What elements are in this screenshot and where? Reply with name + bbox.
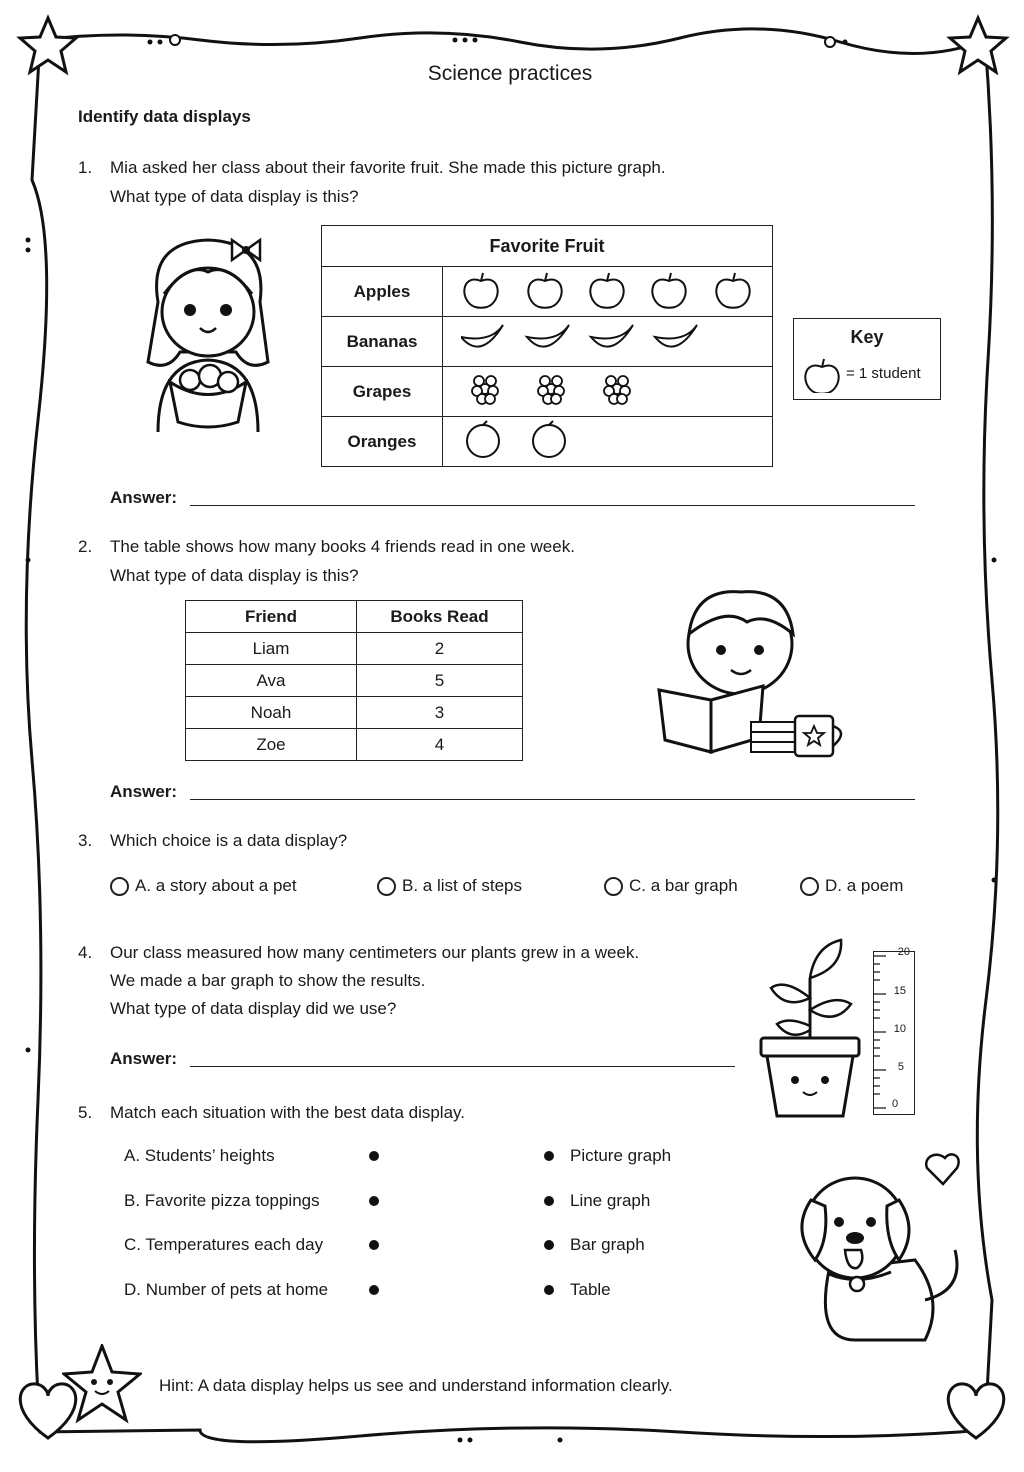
banana-icon <box>461 319 761 359</box>
dog-illustration <box>795 1150 970 1346</box>
table-cell: 2 <box>357 633 523 665</box>
table-cell: Noah <box>186 697 357 729</box>
hint-text: Hint: A data display helps us see and understand information clearly. <box>159 1376 673 1395</box>
option-label: D. a poem <box>825 876 904 895</box>
heart-icon <box>948 1384 1004 1438</box>
apple-icon <box>461 269 761 309</box>
match-right-item: Line graph <box>570 1191 651 1210</box>
match-left-dot[interactable] <box>369 1240 379 1250</box>
ruler-tick: 0 <box>892 1098 899 1110</box>
table-row <box>186 697 523 729</box>
question-text: Our class measured how many centimeters our plants grew in a week. <box>110 943 640 962</box>
table-cell: 4 <box>357 729 523 761</box>
answer-line-4[interactable] <box>190 1066 735 1067</box>
row-icons <box>443 267 773 317</box>
table-row <box>186 665 523 697</box>
match-left-item: B. Favorite pizza toppings <box>124 1191 320 1210</box>
graph-row <box>322 267 773 317</box>
table-cell: 5 <box>357 665 523 697</box>
question-number: 2. <box>78 537 93 556</box>
smiling-star-icon <box>62 1344 142 1424</box>
answer-line-1[interactable] <box>190 505 915 506</box>
match-left-item: D. Number of pets at home <box>124 1280 329 1299</box>
graph-row <box>322 367 773 417</box>
question-text: We made a bar graph to show the results. <box>110 971 426 990</box>
ruler-tick: 15 <box>893 985 906 997</box>
table-cell: Liam <box>186 633 357 665</box>
match-left-item: C. Temperatures each day <box>124 1235 324 1254</box>
boy-reading-illustration <box>655 582 855 764</box>
answer-label: Answer: <box>110 782 178 801</box>
ruler <box>873 946 915 1115</box>
match-right-item: Bar graph <box>570 1235 645 1254</box>
ruler-tick: 10 <box>893 1023 906 1035</box>
match-right-dot[interactable] <box>544 1285 554 1295</box>
row-label: Grapes <box>322 367 443 417</box>
grapes-icon <box>461 369 761 409</box>
radio-button[interactable] <box>604 877 623 896</box>
question-number: 3. <box>78 831 93 850</box>
question-text: Match each situation with the best data display. <box>110 1103 465 1122</box>
table-cell: Ava <box>186 665 357 697</box>
table-cell: Zoe <box>186 729 357 761</box>
option-label: B. a list of steps <box>402 876 522 895</box>
match-right-dot[interactable] <box>544 1196 554 1206</box>
match-left-dot[interactable] <box>369 1151 379 1161</box>
match-right-dot[interactable] <box>544 1240 554 1250</box>
row-label: Apples <box>322 267 443 317</box>
ruler-ticks <box>874 952 888 1114</box>
graph-row <box>322 417 773 467</box>
match-left-dot[interactable] <box>369 1285 379 1295</box>
apple-icon <box>804 357 840 393</box>
section-heading: Identify data displays <box>78 107 251 126</box>
match-right-item: Picture graph <box>570 1146 672 1165</box>
question-text: What type of data display is this? <box>110 566 359 585</box>
ruler-tick: 20 <box>897 946 910 958</box>
question-text: What type of data display did we use? <box>110 999 397 1018</box>
graph-key <box>793 318 941 400</box>
heart-icon <box>926 1154 958 1184</box>
girl-illustration <box>128 232 288 442</box>
option-b[interactable] <box>377 872 522 900</box>
question-text: What type of data display is this? <box>110 187 359 206</box>
table-header: Friend <box>186 601 357 633</box>
option-c[interactable] <box>604 872 738 900</box>
answer-line-2[interactable] <box>190 799 915 800</box>
answer-label: Answer: <box>110 488 178 507</box>
key-title: Key <box>850 327 884 347</box>
question-number: 5. <box>78 1103 93 1122</box>
question-text: The table shows how many books 4 friends read in one week. <box>110 537 575 556</box>
match-right-dot[interactable] <box>544 1151 554 1161</box>
ruler-tick: 5 <box>897 1061 904 1073</box>
picture-graph <box>321 225 773 467</box>
table-header: Books Read <box>357 601 523 633</box>
option-label: C. a bar graph <box>629 876 738 895</box>
question-number: 4. <box>78 943 93 962</box>
row-label: Oranges <box>322 417 443 467</box>
question-text: Which choice is a data display? <box>110 831 348 850</box>
table-cell: 3 <box>357 697 523 729</box>
radio-button[interactable] <box>800 877 819 896</box>
option-a[interactable] <box>110 872 297 900</box>
page-title: Science practices <box>427 62 593 85</box>
key-text: = 1 student <box>846 365 921 382</box>
orange-icon <box>461 419 761 459</box>
plant-illustration <box>755 938 865 1120</box>
graph-title: Favorite Fruit <box>322 226 773 267</box>
option-d[interactable] <box>800 872 903 900</box>
option-label: A. a story about a pet <box>135 876 297 895</box>
row-label: Bananas <box>322 317 443 367</box>
graph-row <box>322 317 773 367</box>
match-left-dot[interactable] <box>369 1196 379 1206</box>
question-text: Mia asked her class about their favorite fruit. She made this picture graph. <box>110 158 666 177</box>
question-number: 1. <box>78 158 93 177</box>
table-row <box>186 729 523 761</box>
books-table <box>185 600 523 761</box>
match-right-item: Table <box>570 1280 611 1299</box>
radio-button[interactable] <box>377 877 396 896</box>
answer-label: Answer: <box>110 1049 178 1068</box>
match-left-item: A. Students’ heights <box>124 1146 275 1165</box>
radio-button[interactable] <box>110 877 129 896</box>
table-row <box>186 633 523 665</box>
